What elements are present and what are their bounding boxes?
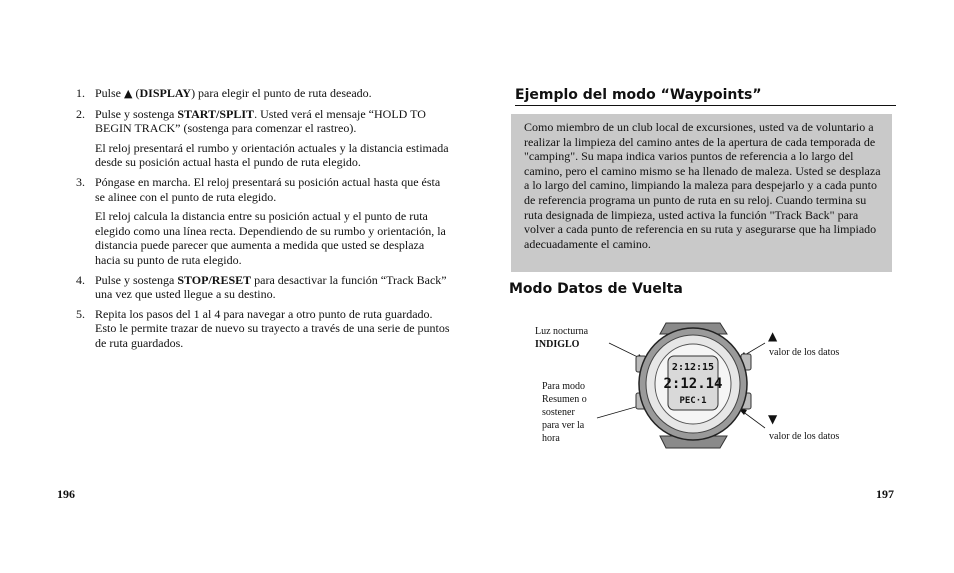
- label-summary-1: Para modo: [542, 381, 586, 392]
- label-summary-3: sostener: [542, 407, 575, 418]
- list-item: 4. Pulse y sostenga STOP/RESET para desactivar la función “Track Back” una vez que usted llegue a su destino.: [76, 272, 447, 302]
- watch-line-2: 2:12.14: [663, 376, 723, 392]
- list-item: 3. Póngase en marcha. El reloj presentará su posición actual hasta que ésta se alinee con el punto de ruta elegido. El reloj calcula la distancia entre su posición actual y el punto de ruta elegido como una línea recta. Dependiendo de su rumbo y orientación, la distancia puede parecer que aumenta a medida que usted se desplaza hacia su punto de ruta elegido.: [76, 174, 446, 267]
- label-summary-5: hora: [542, 433, 560, 444]
- label-indiglo: INDIGLO: [535, 339, 580, 350]
- label-summary-2: Resumen o: [542, 394, 587, 405]
- list-item: 5. Repita los pasos del 1 al 4 para navegar a otro punto de ruta guardado. Esto le permite trazar de nuevo su trayecto a través de una serie de puntos de ruta guardados.: [76, 306, 450, 350]
- label-up-value: valor de los datos: [769, 347, 840, 358]
- example-box: Como miembro de un club local de excursiones, usted va de voluntario a realizar la limpieza del camino antes de la apertura de cada temporada de "camping". Su mapa indica varios puntos de referencia a lo largo del camino, pero el camino mismo se ha llenado de maleza. Usted se desplaza a lo largo del camino, limpiando la maleza para despejarlo y a cada punto de referencia programa un punto de ruta en su reloj. Cuando termina su ruta designada de limpieza, usted activa la función "Track Back" para volver a cada punto de referencia en su ruta y asegurarse que ha limpiado adecuadamente el camino.: [511, 114, 892, 272]
- up-arrow-icon: ▲: [124, 87, 133, 100]
- watch-line-1: 2:12:15: [671, 362, 715, 373]
- section-heading-lap-mode: Modo Datos de Vuelta: [509, 281, 683, 297]
- section-heading-waypoints: Ejemplo del modo “Waypoints”: [515, 86, 896, 106]
- label-down-value: valor de los datos: [769, 431, 840, 442]
- list-item: 1. Pulse ▲ (DISPLAY) para elegir el punto de ruta deseado.: [76, 86, 372, 100]
- page-number-right: 197: [876, 487, 894, 501]
- up-arrow-icon: ▲: [768, 329, 778, 343]
- watch-line-3: PEC·1: [679, 396, 707, 406]
- label-light: Luz nocturna: [535, 326, 589, 337]
- label-summary-4: para ver la: [542, 420, 585, 431]
- down-arrow-icon: ▼: [768, 412, 778, 426]
- list-item: 2. Pulse y sostenga START/SPLIT. Usted verá el mensaje “HOLD TO BEGIN TRACK” (sostenga para comenzar el rastreo). El reloj presentará el rumbo y orientación actuales y la distancia estimada desde su posición actual hasta el pundo de ruta elegido.: [76, 106, 449, 170]
- page-number-left: 196: [57, 487, 75, 501]
